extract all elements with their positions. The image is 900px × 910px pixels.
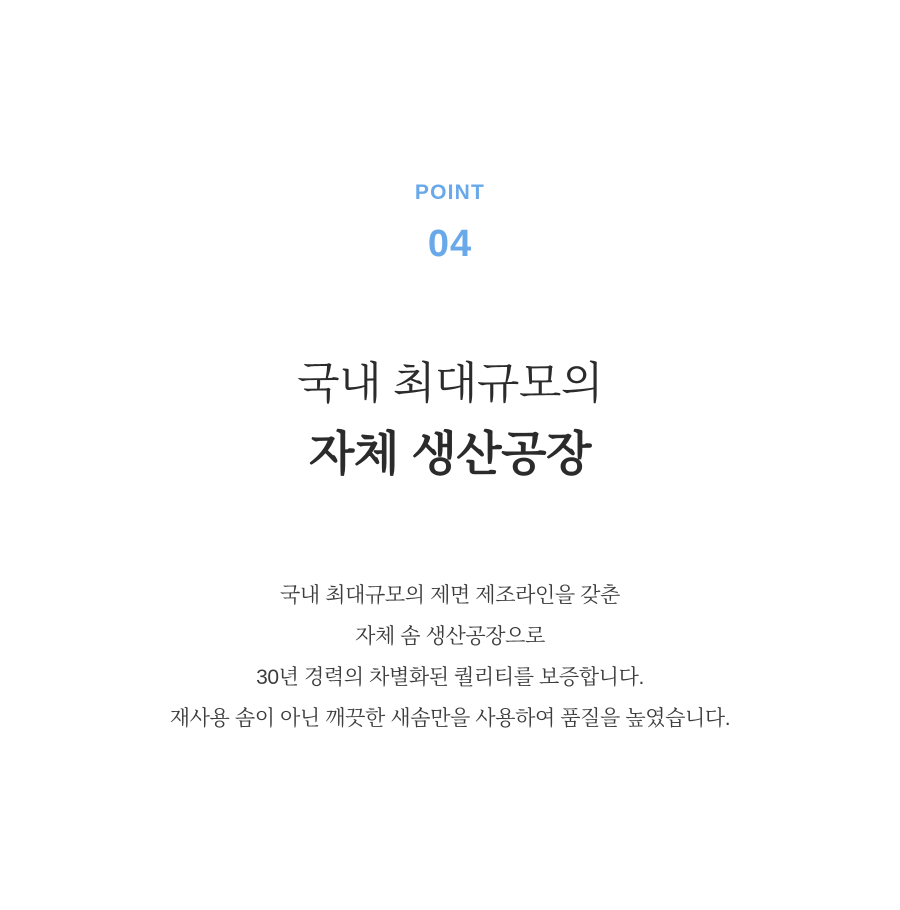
- body-line: 재사용 솜이 아닌 깨끗한 새솜만을 사용하여 품질을 높였습니다.: [169, 706, 731, 730]
- body-copy: [170, 576, 731, 740]
- point-label: POINT: [414, 181, 486, 204]
- point-number: 04: [427, 223, 473, 265]
- body-line: 자체 솜 생산공장으로: [355, 624, 545, 648]
- headline-line-1: 국내 최대규모의: [297, 359, 603, 408]
- body-line: 30년 경력의 차별화된 퀄리티를 보증합니다.: [256, 665, 644, 689]
- headline-line-2: 자체 생산공장: [309, 427, 591, 480]
- body-line: 국내 최대규모의 제면 제조라인을 갖춘: [280, 583, 620, 607]
- headline: [297, 356, 603, 484]
